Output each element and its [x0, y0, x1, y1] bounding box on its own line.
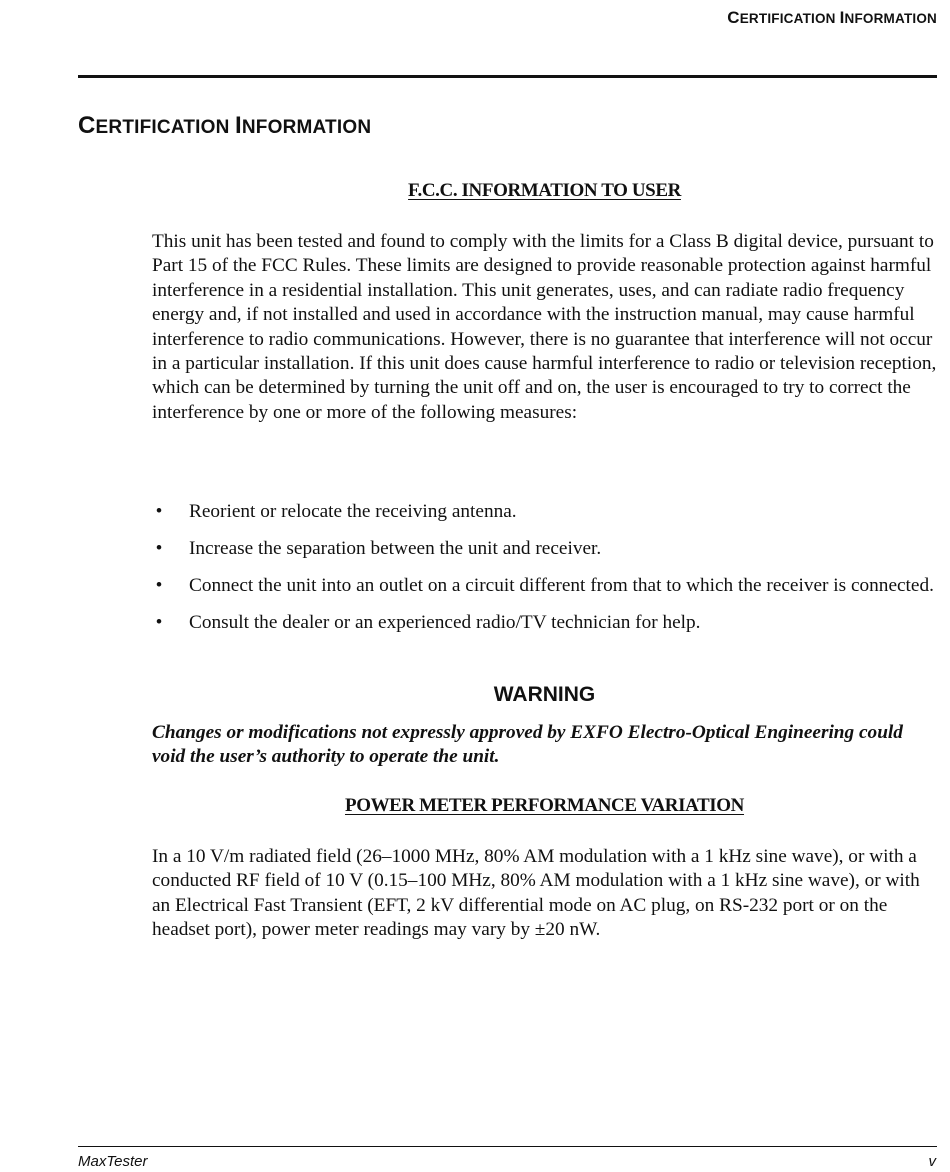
measure-text: Reorient or relocate the receiving antenna. [189, 501, 517, 522]
measure-text: Consult the dealer or an experienced radio/TV technician for help. [189, 612, 701, 633]
warning-heading: WARNING [493, 683, 596, 706]
list-item [152, 537, 937, 561]
bullet-icon: • [155, 501, 163, 522]
header-rule [78, 75, 937, 78]
footer-page-number: v [928, 1153, 936, 1170]
fcc-heading-text: F.C.C. INFORMATION TO USER [408, 180, 681, 201]
list-item [152, 574, 937, 598]
measure-text: Increase the separation between the unit and receiver. [189, 538, 602, 559]
running-header-rest-1: ERTIFICATION [739, 11, 840, 26]
page-title-rest-2: NFORMATION [241, 117, 372, 138]
page-title-initial-2: I [235, 112, 242, 139]
page-title-initial-1: C [78, 112, 96, 139]
running-header-initial-1: C [727, 8, 740, 27]
fcc-measures-list [152, 500, 937, 648]
bullet-icon: • [155, 575, 163, 596]
measure-text: Connect the unit into an outlet on a circuit different from that to which the receiver is connected. [189, 575, 934, 596]
footer-rule [78, 1146, 937, 1147]
power-meter-heading [152, 795, 937, 817]
warning-text: Changes or modifications not expressly approved by EXFO Electro-Optical Engineering could void the user’s authority to operate the unit. [152, 722, 903, 768]
list-item [152, 500, 937, 524]
bullet-icon: • [155, 538, 163, 559]
footer-product-name: MaxTester [78, 1153, 148, 1170]
power-meter-heading-text: POWER METER PERFORMANCE VARIATION [344, 795, 745, 816]
fcc-paragraph: This unit has been tested and found to comply with the limits for a Class B digital device, pursuant to Part 15 of the FCC Rules. These limits are designed to provide reasonable protection against harmful interference in a residential installation. This unit generates, uses, and can radiate radio frequency energy and, if not installed and used in accordance with the instruction manual, may cause harmful interference to radio communications. However, there is no guarantee that interference will not occur in a particular installation. If this unit does cause harmful interference to radio or television reception, which can be determined by turning the unit off and on, the user is encouraged to try to correct the interference by one or more of the following measures: [152, 231, 937, 423]
page-title [78, 112, 371, 140]
fcc-heading [152, 180, 937, 202]
power-meter-paragraph: In a 10 V/m radiated field (26–1000 MHz, 80% AM modulation with a 1 kHz sine wave), or with a conducted RF field of 10 V (0.15–100 MHz, 80% AM modulation with a 1 kHz sine wave), or with an Electrical Fast Transient (EFT, 2 kV differential mode on AC plug, on RS-232 port or on the headset port), power meter readings may vary by ±20 nW. [152, 846, 920, 941]
page-title-rest-1: ERTIFICATION [95, 117, 236, 138]
list-item [152, 611, 937, 635]
running-header [727, 8, 937, 28]
running-header-initial-2: I [839, 8, 845, 27]
bullet-icon: • [155, 612, 163, 633]
running-header-rest-2: NFORMATION [844, 11, 937, 26]
